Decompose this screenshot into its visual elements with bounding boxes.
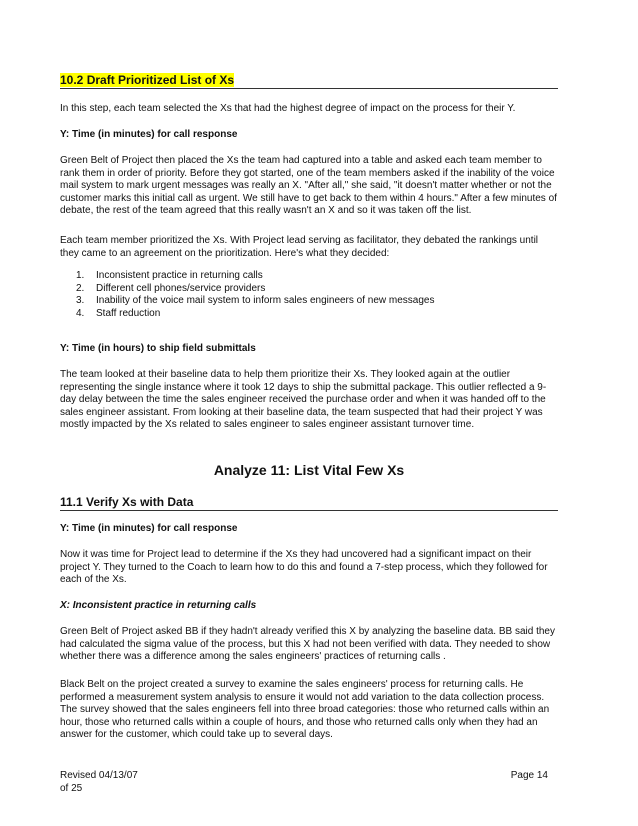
green-belt-asked-paragraph: Green Belt of Project asked BB if they hadn't already verified this X by analyzing the baseline data. BB said they had calculated the sigma value of the process, but this X had not been verified with data. They needed to show whether there was a difference among the sales engineers' practices of returning calls .	[60, 626, 555, 663]
revised-date: Revised 04/13/07	[60, 770, 138, 781]
y-call-response-label-2: Y: Time (in minutes) for call response	[60, 523, 238, 534]
intro-paragraph: In this step, each team selected the Xs that had the highest degree of impact on the process for their Y.	[60, 103, 516, 114]
each-member-paragraph: Each team member prioritized the Xs. With Project lead serving as facilitator, they debated the rankings until they came to an agreement on the prioritization. Here's what they decided:	[60, 235, 539, 259]
section-heading-11-1: 11.1 Verify Xs with Data	[60, 495, 558, 511]
y-call-response-label: Y: Time (in minutes) for call response	[60, 129, 238, 140]
highlighted-title: 10.2 Draft Prioritized List of Xs	[60, 73, 235, 87]
section-heading-10-2	[60, 73, 558, 89]
green-belt-paragraph: Green Belt of Project then placed the Xs the team had captured into a table and asked each team member to rank them in order of priority. Before they got started, one of the team members asked if the inability of the voice mail system to mark urgent messages was really an X. "After all," she said, "it doesn't matter whether or not the customer marks this initial call as urgent. We still have to get back to them within 4 hours." After a few minutes of debate, the rest of the team agreed that this really wasn't an X and so it was taken off the list.	[60, 155, 557, 217]
footer-revised	[60, 770, 138, 795]
y-ship-label: Y: Time (in hours) to ship field submittals	[60, 343, 256, 354]
page-number: Page 14	[510, 770, 548, 781]
list-item: 3. Inability of the voice mail system to inform sales engineers of new messages	[76, 295, 435, 307]
list-item: 2. Different cell phones/service providers	[76, 282, 266, 294]
now-paragraph: Now it was time for Project lead to determine if the Xs they had uncovered had a significant impact on their project Y. They turned to the Coach to learn how to do this and found a 7-step process, which they followed for each of the Xs.	[60, 549, 548, 586]
prioritized-x-list	[76, 270, 556, 320]
x-inconsistent-label: X: Inconsistent practice in returning calls	[60, 600, 257, 611]
list-item: 4. Staff reduction	[76, 307, 161, 319]
list-item: 1. Inconsistent practice in returning calls	[76, 270, 263, 281]
black-belt-paragraph: Black Belt on the project created a survey to examine the sales engineers' process for returning calls. He performed a measurement system analysis to ensure it would not add variation to the data collection process. The survey showed that the sales engineers fell into three broad categories: those who returned calls within an hour, those who returned calls within a couple of hours, and those who returned calls only when they had an answer for the customer, which could take up to several days.	[60, 679, 550, 741]
page-total: of 25	[60, 782, 83, 794]
analyze-11-heading: Analyze 11: List Vital Few Xs	[213, 462, 405, 478]
baseline-paragraph: The team looked at their baseline data to help them prioritize their Xs. They looked again at the outlier representing the single instance where it took 12 days to ship the submittal package. This outlier reflected a 9-day delay between the time the sales engineer received the purchase order and when it was handed off to the sales engineer assistant. From looking at their baseline data, the team suspected that had their project Y was mostly impacted by the Xs related to sales engineer to sales engineer assistant turnover time.	[60, 369, 547, 431]
